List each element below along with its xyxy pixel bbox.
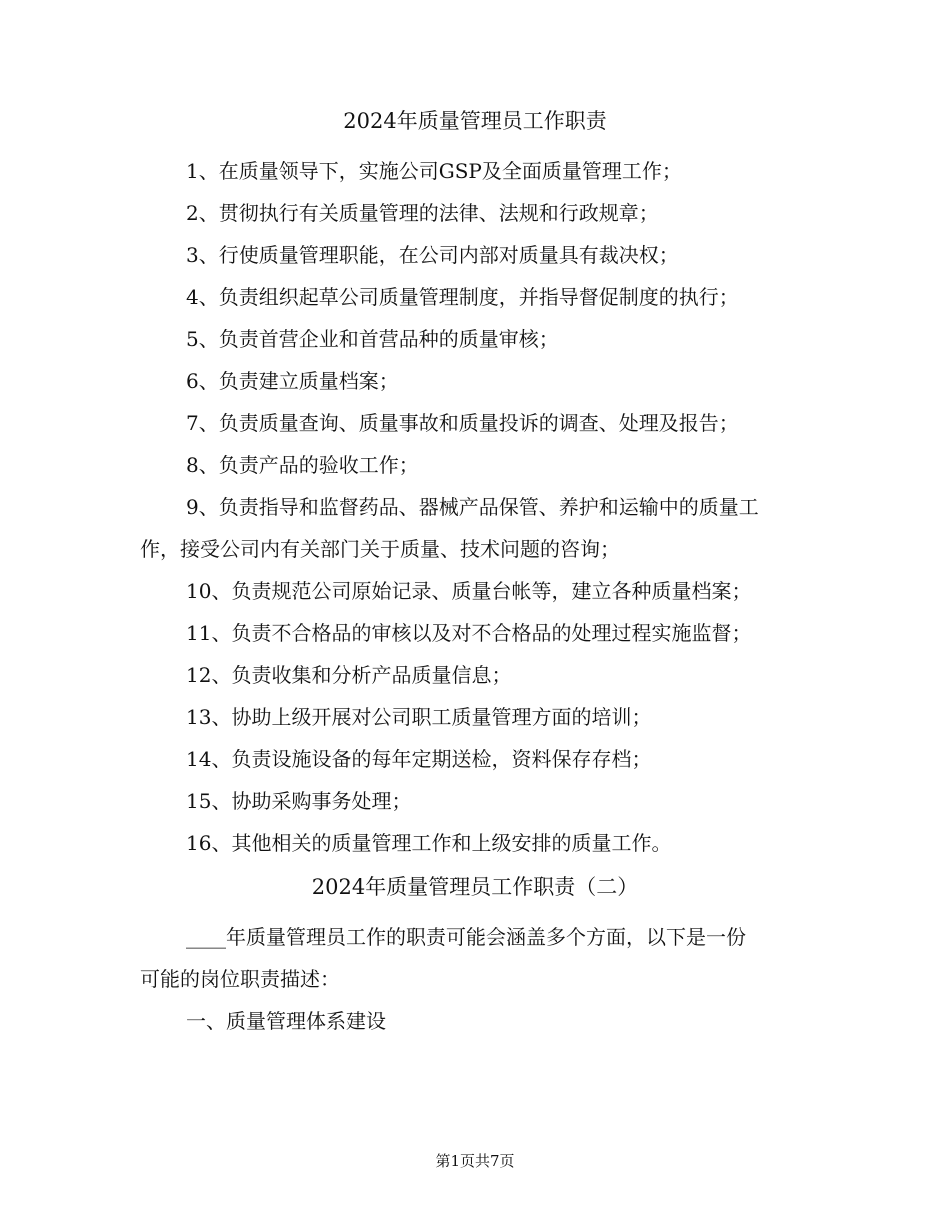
duty-item-9-line1: 9、负责指导和监督药品、器械产品保管、养护和运输中的质量工: [186, 495, 759, 519]
duty-item-4: [140, 276, 812, 318]
duty-item-13: [140, 696, 812, 738]
duty-item-16-text: 16、其他相关的质量管理工作和上级安排的质量工作。: [186, 831, 672, 855]
duty-item-12: [140, 654, 812, 696]
duty-item-14-text: 14、负责设施设备的每年定期送检，资料保存存档；: [186, 747, 652, 771]
duty-item-13-text: 13、协助上级开展对公司职工质量管理方面的培训；: [186, 705, 652, 729]
duty-item-9: [140, 486, 812, 570]
section-2-intro-line2: 可能的岗位职责描述：: [140, 967, 340, 991]
duty-item-12-text: 12、负责收集和分析产品质量信息；: [186, 663, 512, 687]
duty-item-10: [140, 570, 812, 612]
document-title: 2024年质量管理员工作职责: [343, 109, 607, 133]
duty-item-1: [140, 150, 812, 192]
section-2-intro: [140, 916, 812, 1000]
section-heading-1-text: 一、质量管理体系建设: [186, 1009, 386, 1033]
duty-item-15-text: 15、协助采购事务处理；: [186, 789, 412, 813]
duty-item-15: [140, 780, 812, 822]
duty-item-8-text: 8、负责产品的验收工作；: [186, 453, 419, 477]
duty-item-5-text: 5、负责首营企业和首营品种的质量审核；: [186, 327, 559, 351]
duty-item-5: [140, 318, 812, 360]
duty-item-7-text: 7、负责质量查询、质量事故和质量投诉的调查、处理及报告；: [186, 411, 739, 435]
duty-item-8: [140, 444, 812, 486]
section-heading-1: [140, 1000, 812, 1042]
duty-item-3: [140, 234, 812, 276]
page-number-footer: 第1页共7页: [435, 1152, 515, 1170]
duty-item-11: [140, 612, 812, 654]
duty-item-11-text: 11、负责不合格品的审核以及对不合格品的处理过程实施监督；: [186, 621, 752, 645]
duty-item-3-text: 3、行使质量管理职能，在公司内部对质量具有裁决权；: [186, 243, 679, 267]
duty-item-1-text: 1、在质量领导下，实施公司GSP及全面质量管理工作；: [186, 159, 682, 183]
duty-item-16: [140, 822, 812, 864]
duty-item-7: [140, 402, 812, 444]
duty-item-2-text: 2、贯彻执行有关质量管理的法律、法规和行政规章；: [186, 201, 659, 225]
duty-item-4-text: 4、负责组织起草公司质量管理制度，并指导督促制度的执行；: [186, 285, 739, 309]
duty-item-10-text: 10、负责规范公司原始记录、质量台帐等，建立各种质量档案；: [186, 579, 752, 603]
duty-item-2: [140, 192, 812, 234]
duty-item-9-line2: 作，接受公司内有关部门关于质量、技术问题的咨询；: [140, 537, 620, 561]
duty-item-6: [140, 360, 812, 402]
duty-item-14: [140, 738, 812, 780]
section-2-intro-line1: ____年质量管理员工作的职责可能会涵盖多个方面，以下是一份: [186, 925, 746, 949]
section-2-title: 2024年质量管理员工作职责（二）: [311, 875, 639, 899]
duty-item-6-text: 6、负责建立质量档案；: [186, 369, 399, 393]
